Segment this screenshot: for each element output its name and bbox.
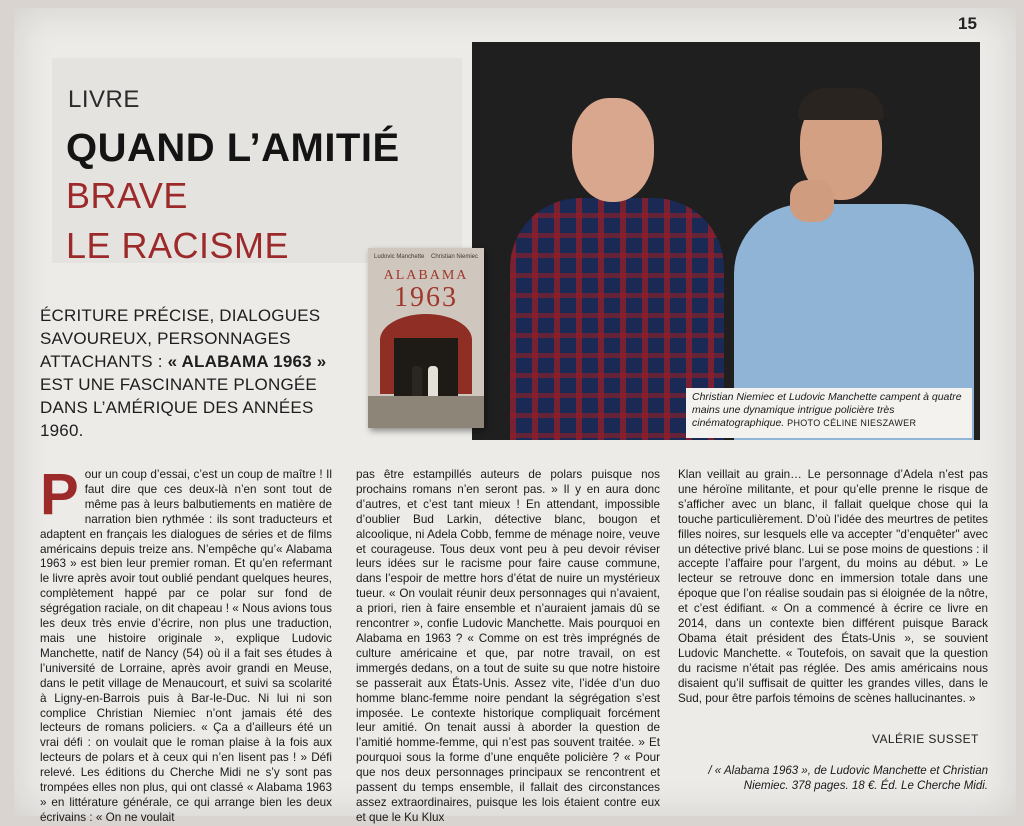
book-references: / « Alabama 1963 », de Ludovic Manchette et Christian Niemiec. 378 pages. 18 €. Éd. Le Cherche Midi. — [708, 765, 988, 792]
book-author-left: Ludovic Manchette — [374, 254, 425, 260]
photo-caption-text: Christian Niemiec et Ludovic Manchette campent à quatre mains une dynamique intrigue policière très cinématographique. — [692, 391, 962, 429]
headline-line-3: LE RACISME — [66, 225, 290, 266]
author-hand-chin — [790, 180, 834, 222]
article-column-1 — [40, 462, 332, 826]
lead-book-title: « ALABAMA 1963 » — [167, 352, 327, 371]
author-signature: VALÉRIE SUSSET — [872, 732, 979, 746]
section-rubric: LIVRE — [68, 86, 140, 113]
lead-text-end: EST UNE FASCINANTE PLONGÉE DANS L’AMÉRIQUE DES ANNÉES 1960. — [40, 375, 317, 440]
book-cover-year: 1963 — [394, 282, 458, 313]
headline-line-2: BRAVE — [66, 175, 188, 216]
book-cover-title: ALABAMA — [383, 268, 469, 283]
book-author-right: Christian Niemiec — [430, 254, 478, 260]
page-number: 15 — [958, 14, 977, 33]
book-cover-image — [368, 248, 484, 428]
lead-text-start: ÉCRITURE PRÉCISE, DIALOGUES SAVOUREUX, PERSONNAGES ATTACHANTS : — [40, 306, 321, 371]
bridge-opening — [394, 338, 458, 398]
author-head-left — [572, 98, 654, 202]
headline-line-1: QUAND L’AMITIÉ — [66, 126, 400, 170]
article-column-3: Klan veillait au grain… Le personnage d’Adela n’est pas une héroïne militante, et pour qu’elle prenne le risque de s’afficher avec un blanc, il fallait quelque chose qui la touche particulièrement. D’où l’idée des meurtres de petites filles noires, sur lesquels elle va accepter "d’enquêter" avec un détective privé blanc. Lui se pose moins de questions : il accepte l’affaire pour l’argent, du moins au début. » Le lecteur se retrouve donc en immersion totale dans une époque que l’on réalise soudain pas si éloignée de la nôtre, et c’est édifiant. « On a commencé à écrire ce livre en 2014, dans un contexte bien différent puisque Barack Obama était président des États-Unis », se souvient Ludovic Manchette. « Toutefois, on savait que la question du racisme n’était pas réglée. Des amis américains nous disaient qu’il suffisait de quitter les grandes villes, dans le Sud, pour être parfois témoins de scènes hallucinantes. » — [678, 468, 988, 705]
authors-photo — [472, 42, 980, 440]
book-cover-figure-light — [428, 366, 438, 396]
column-1-text: our un coup d’essai, c’est un coup de maître ! Il faut dire que ces deux-là n’en sont tout de même pas à leurs balbutiements en matière de narration bien rythmée : ils sont traducteurs et adaptent en français les dialogues de séries et de films américains depuis treize ans. N’empêche qu’« Alabama 1963 » est bien leur premier roman. Et qu’en refermant le livre après avoir tout oublié pendant quelques heures, complètement happé par ce polar sur fond de ségrégation raciale, on dit chapeau ! « Nous avions tous les deux très envie d’écrire, non plus une traduction, mais une histoire originale », explique Ludovic Manchette, natif de Nancy (54) où il a fait ses études à l’université de Lorraine, après avoir grandi en Meuse, dans le petit village de Menaucourt, et suivi sa scolarité à Ligny-en-Barrois puis à Bar-le-Duc. Ni lui ni son complice Christian Niemiec n’ont jamais été des lecteurs de romans policiers. « Ça a d’ailleurs été un vrai défi : on voulait que le roman plaise à la fois aux lecteurs de polars et à ceux qui n’en lisent pas ! » Défi relevé. Les éditions du Cherche Midi ne s’y sont pas trompées elles non plus, qui ont classé « Alabama 1963 » en littérature générale, ce qui arrange bien les deux écrivains : « On ne voulait — [40, 468, 332, 824]
photo-caption — [686, 388, 972, 438]
book-cover-authors — [374, 254, 478, 260]
photo-credit: PHOTO CÉLINE NIESZAWER — [787, 418, 917, 428]
book-cover-figure-dark — [412, 366, 422, 396]
author-hair-right — [798, 88, 884, 120]
drop-cap: P — [40, 462, 79, 527]
article-lead — [40, 304, 340, 442]
article-column-2: pas être estampillés auteurs de polars puisque nos prochains romans n’en seront pas. » Il y en aura donc d’autres, et c’est tant mieux ! En attendant, impossible d’oublier Bud Larkin, détective blanc, bougon et alcoolique, ni Adela Cobb, femme de ménage noire, veuve et courageuse. Tous deux vont peu à peu devoir réviser leurs idées sur le racisme pour faire cause commune, dans l’espoir de mettre hors d’état de nuire un mystérieux tueur. « On voulait réunir deux personnages qui n’avaient, a priori, rien à faire ensemble et n’auraient jamais dû se rencontrer », confie Ludovic Manchette. Mais pourquoi en Alabama en 1963 ? « Comme on est très imprégnés de culture américaine et que, par notre travail, on est immergés dedans, on a tout de suite su que notre histoire se passerait aux États-Unis. Assez vite, l’idée d’un duo homme blanc-femme noire pendant la ségrégation s’est imposée. Le contexte historique compliquait forcément leur amitié. On tenait aussi à aborder la question de l’amitié homme-femme, qui n’est pas souvent traitée. » Et pourquoi sous la forme d’une enquête policière ? « Pour que nos deux personnages principaux se rencontrent et passent du temps ensemble, il fallait des circonstances assez extraordinaires, puisque les lois étaient contre eux et que le Ku Klux — [356, 468, 660, 824]
book-cover-ground — [368, 396, 484, 428]
